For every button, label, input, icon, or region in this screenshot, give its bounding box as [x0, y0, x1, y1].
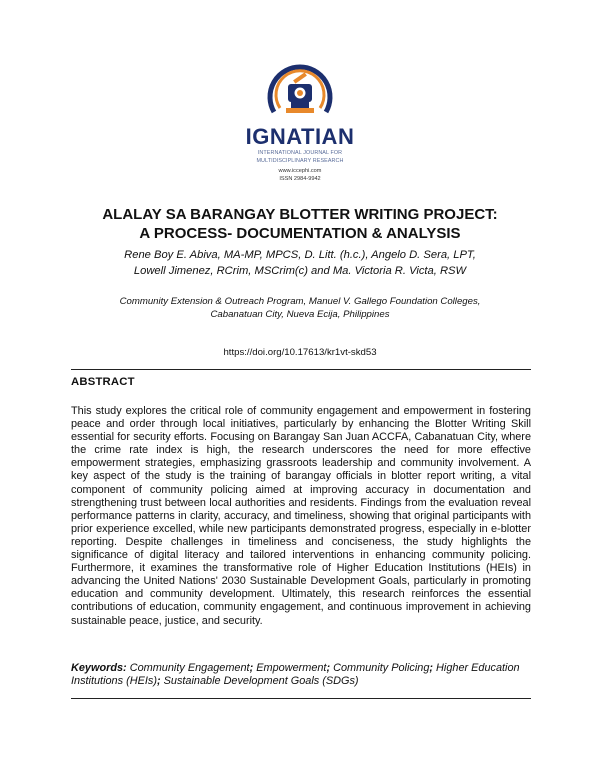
abstract-heading: ABSTRACT	[71, 376, 135, 388]
journal-website: www.iccephi.com	[278, 168, 322, 174]
article-title-line2: A PROCESS- DOCUMENTATION & ANALYSIS	[139, 225, 461, 242]
affiliation	[40, 295, 560, 321]
journal-name: IGNATIAN	[245, 124, 355, 149]
keyword-item: Higher Education Institutions (HEIs)	[71, 662, 520, 688]
doi-link[interactable]: https://doi.org/10.17613/kr1vt-skd53	[223, 347, 377, 358]
keywords	[71, 662, 531, 688]
ignatian-journal-logo-icon	[256, 54, 344, 126]
authors-line2: Lowell Jimenez, RCrim, MSCrim(c) and Ma. Victoria R. Victa, RSW	[133, 264, 467, 277]
keyword-item: Community Policing	[333, 662, 430, 674]
keyword-item: Empowerment	[256, 662, 327, 674]
journal-branding	[245, 125, 355, 183]
abstract-body: This study explores the critical role of community engagement and empowerment in fostering peace and order through local initiatives, particularly by enhancing the Blotter Writing Skill essential for security efforts. Focusing on Barangay San Juan ACCFA, Cabanatuan City, where the crime rate index is high, the research underscores the need for more effective empowerment strategies, emphasizing grassroots leadership and community involvement. A key aspect of the study is the training of barangay officials in blotter report writing, a vital component of community policing aimed at improving accuracy in documentation and strengthening trust between local authorities and residents. Findings from the evaluation reveal performance patterns in clarity, accuracy, and timeliness, showing that original participants with prior experience excelled, while new participants demonstrated progress, especially in e-blotter reporting. Despite challenges in timeliness and conciseness, the study highlights the significance of digital literacy and tailored interventions in enhancing community policing. Furthermore, it examines the transformative role of Higher Education Institutions (HEIs) in advancing the United Nations' 2030 Sustainable Development Goals, particularly in promoting education and community development. Ultimately, this research reinforces the essential contributions of education, community engagement, and continuous improvement in achieving sustainable peace, justice, and security.	[71, 405, 531, 627]
journal-subtitle-line2: MULTIDISCIPLINARY RESEARCH	[256, 157, 344, 164]
keyword-item: Community Engagement	[129, 662, 250, 674]
journal-issn: ISSN 2984-9942	[279, 176, 321, 182]
article-title-line1: ALALAY SA BARANGAY BLOTTER WRITING PROJECT:	[102, 206, 498, 223]
author-list	[40, 248, 560, 279]
journal-subtitle-line1: INTERNATIONAL JOURNAL FOR	[257, 150, 343, 156]
keywords-bottom-divider	[71, 698, 531, 699]
keywords-label: Keywords:	[71, 662, 127, 674]
affiliation-line1: Community Extension & Outreach Program, Manuel V. Gallego Foundation Colleges,	[119, 296, 481, 307]
affiliation-line2: Cabanatuan City, Nueva Ecija, Philippines	[210, 309, 390, 320]
authors-line1: Rene Boy E. Abiva, MA-MP, MPCS, D. Litt. (h.c.), Angelo D. Sera, LPT,	[124, 249, 476, 261]
abstract-top-divider	[71, 369, 531, 370]
article-title	[40, 205, 560, 243]
keyword-separator: ;	[156, 675, 161, 688]
keyword-separator: ;	[326, 662, 331, 674]
keyword-separator: ;	[429, 662, 434, 674]
keyword-item: Sustainable Development Goals (SDGs)	[163, 675, 359, 688]
keyword-separator: ;	[249, 662, 254, 674]
